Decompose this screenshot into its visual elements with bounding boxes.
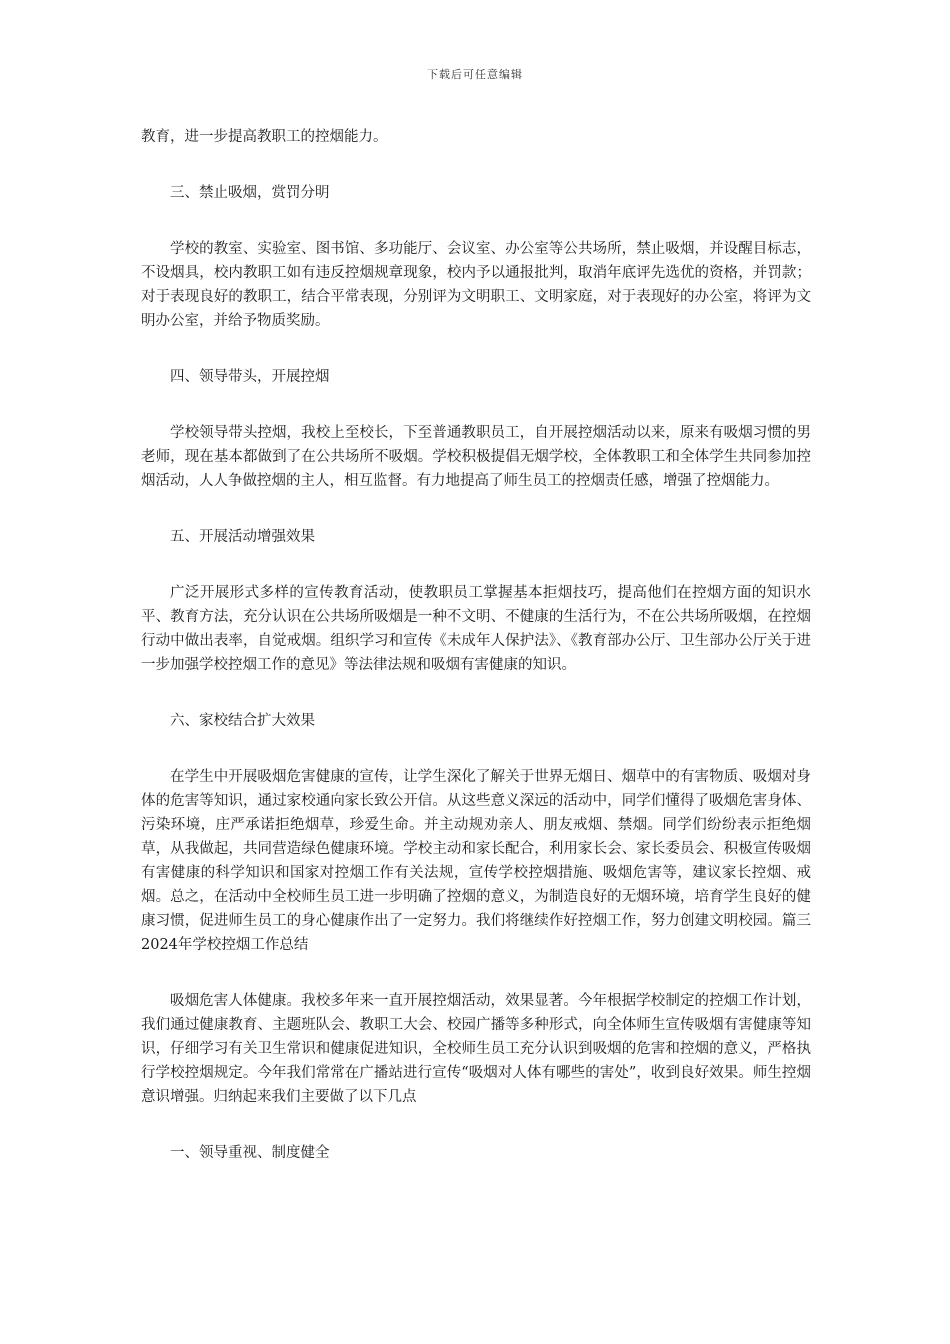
section-heading-3: 三、禁止吸烟，赏罚分明 [170,185,330,201]
paragraph-2: 学校的教室、实验室、图书馆、多功能厅、会议室、办公室等公共场所，禁止吸烟，并设醒目标志，不设烟具，校内教职工如有违反控烟规章现象，校内予以通报批判，取消年底评先选优的资格，并罚款；对于表现良好的教职工，结合平常表现，分别评为文明职工、文明家庭，对于表现好的办公室，将评为文明办公室，并给予物质奖励。 [141,241,811,329]
paragraph-1: 教育，进一步提高教职工的控烟能力。 [141,129,388,145]
section-heading-1: 一、领导重视、制度健全 [170,1145,330,1161]
paragraph-3: 学校领导带头控烟，我校上至校长，下至普通教职员工，自开展控烟活动以来，原来有吸烟习惯的男老师，现在基本都做到了在公共场所不吸烟。学校积极提倡无烟学校，全体教职工和全体学生共同参加控烟活动，人人争做控烟的主人，相互监督。有力地提高了师生员工的控烟责任感，增强了控烟能力。 [141,425,811,489]
page-header-note: 下载后可任意编辑 [427,68,523,81]
section-heading-5: 五、开展活动增强效果 [170,529,315,545]
section-heading-4: 四、领导带头，开展控烟 [170,369,330,385]
paragraph-4: 广泛开展形式多样的宣传教育活动，使教职员工掌握基本拒烟技巧，提高他们在控烟方面的知识水平、教育方法，充分认识在公共场所吸烟是一种不文明、不健康的生活行为，不在公共场所吸烟，在控烟行动中做出表率，自觉戒烟。组织学习和宣传《未成年人保护法》、《教育部办公厅、卫生部办公厅关于进一步加强学校控烟工作的意见》等法律法规和吸烟有害健康的知识。 [141,585,811,673]
paragraph-6: 吸烟危害人体健康。我校多年来一直开展控烟活动，效果显著。今年根据学校制定的控烟工作计划，我们通过健康教育、主题班队会、教职工大会、校园广播等多种形式，向全体师生宣传吸烟有害健康等知识，仔细学习有关卫生常识和健康促进知识，全校师生员工充分认识到吸烟的危害和控烟的意义，严格执行学校控烟规定。今年我们常常在广播站进行宣传“吸烟对人体有哪些的害处”，收到良好效果。师生控烟意识增强。归纳起来我们主要做了以下几点 [141,993,811,1105]
section-heading-6: 六、家校结合扩大效果 [170,713,315,729]
document-body [141,125,811,1197]
paragraph-5: 在学生中开展吸烟危害健康的宣传，让学生深化了解关于世界无烟日、烟草中的有害物质、吸烟对身体的危害等知识，通过家校通向家长致公开信。从这些意义深远的活动中，同学们懂得了吸烟危害身体、污染环境，庄严承诺拒绝烟草，珍爱生命。并主动规劝亲人、朋友戒烟、禁烟。同学们纷纷表示拒绝烟草，从我做起，共同营造绿色健康环境。学校主动和家长配合，利用家长会、家长委员会、积极宣传吸烟有害健康的科学知识和国家对控烟工作有关法规，宣传学校控烟措施、吸烟危害等，建议家长控烟、戒烟。总之，在活动中全校师生员工进一步明确了控烟的意义，为制造良好的无烟环境，培育学生良好的健康习惯，促进师生员工的身心健康作出了一定努力。我们将继续作好控烟工作，努力创建文明校园。篇三 2024年学校控烟工作总结 [141,769,811,953]
